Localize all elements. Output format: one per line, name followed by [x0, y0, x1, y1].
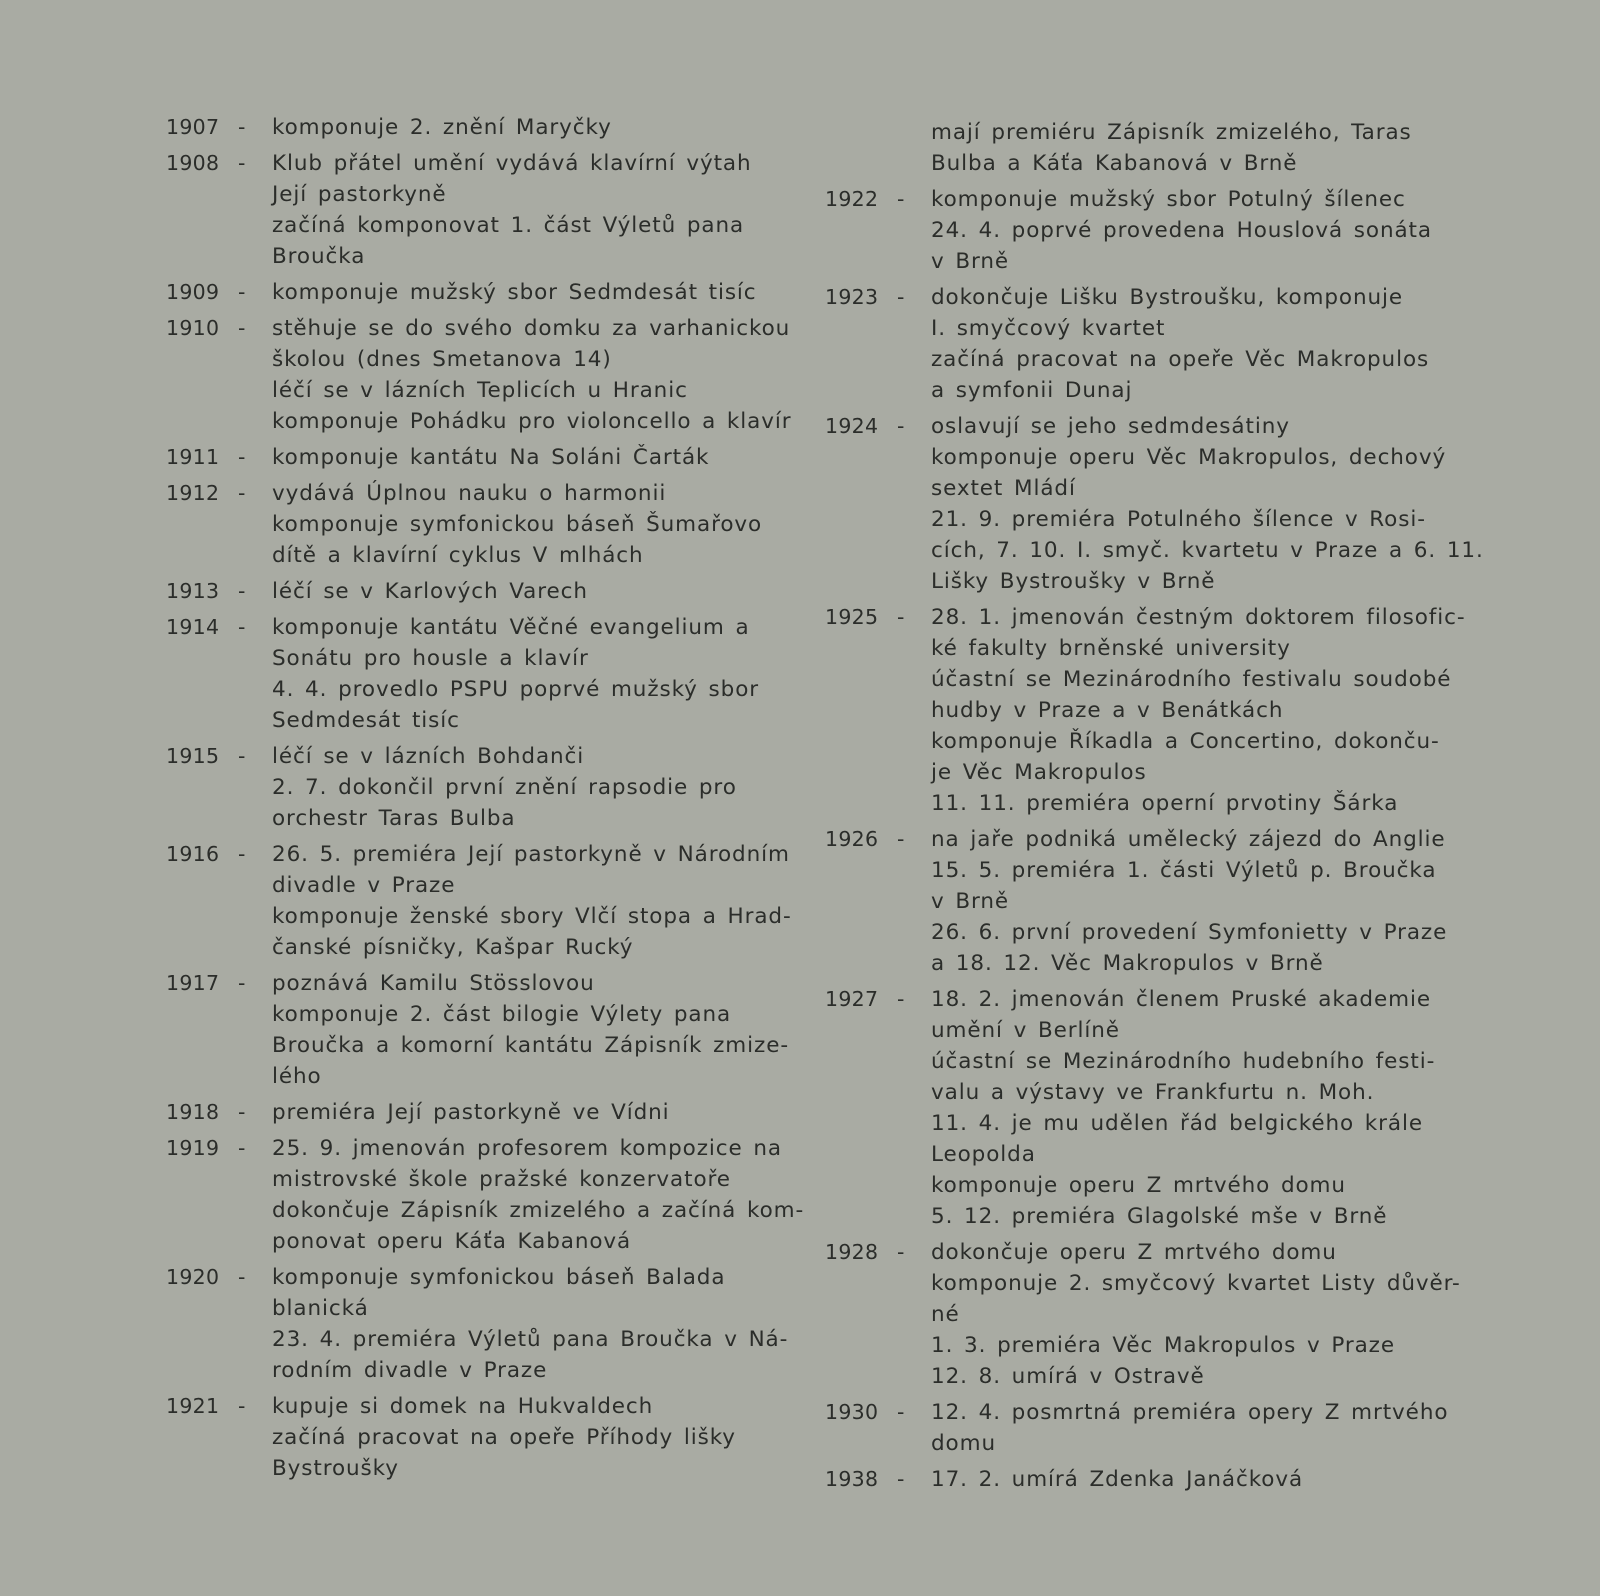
- entry-dash: -: [897, 1400, 905, 1424]
- entry-dash: -: [897, 827, 905, 851]
- entry-dash: -: [238, 481, 246, 505]
- timeline-entry: [825, 184, 1465, 277]
- entry-line: komponuje Pohádku pro violoncello a klavír: [272, 409, 792, 434]
- entry-text: [931, 1397, 1465, 1459]
- entry-line: sextet Mládí: [931, 476, 1076, 501]
- entry-year: 1930: [825, 1400, 879, 1424]
- entry-dash: -: [897, 414, 905, 438]
- entry-year: 1919: [166, 1136, 220, 1160]
- entry-year: 1914: [166, 615, 220, 639]
- timeline-entry: [825, 984, 1465, 1232]
- entry-year: 1926: [825, 827, 879, 851]
- entry-line: komponuje symfonickou báseň Šumařovo: [272, 512, 763, 537]
- entry-line: komponuje mužský sbor Potulný šílenec: [931, 187, 1406, 212]
- entry-year: 1922: [825, 187, 879, 211]
- entry-dash: -: [897, 987, 905, 1011]
- entry-dash: -: [238, 579, 246, 603]
- entry-dash: -: [238, 151, 246, 175]
- timeline-entry: [166, 313, 806, 437]
- entry-line: v Brně: [931, 249, 1010, 274]
- entry-line: komponuje mužský sbor Sedmdesát tisíc: [272, 280, 757, 305]
- entry-line: a 18. 12. Věc Makropulos v Brně: [931, 951, 1324, 976]
- timeline-entry: [166, 277, 806, 308]
- entry-line: I. smyčcový kvartet: [931, 316, 1166, 341]
- timeline-entry: [825, 411, 1484, 597]
- entry-line: a symfonii Dunaj: [931, 378, 1133, 403]
- entry-text: [931, 184, 1465, 277]
- entry-line: cích, 7. 10. I. smyč. kvartetu v Praze a 6. 11.: [931, 538, 1484, 563]
- timeline-entry: [825, 1237, 1465, 1392]
- left-timeline-column: [166, 112, 806, 1489]
- entry-year: 1909: [166, 280, 220, 304]
- entry-line: komponuje operu Z mrtvého domu: [931, 1173, 1346, 1198]
- timeline-entry: [166, 1097, 806, 1128]
- entry-year: 1923: [825, 285, 879, 309]
- entry-text: [272, 1133, 806, 1257]
- timeline-entry: [166, 839, 806, 963]
- entry-year: 1915: [166, 744, 220, 768]
- entry-line: ké fakulty brněnské university: [931, 636, 1291, 661]
- entry-dash: -: [238, 842, 246, 866]
- entry-line: začíná pracovat na opeře Věc Makropulos: [931, 347, 1430, 372]
- entry-year: 1912: [166, 481, 220, 505]
- entry-line: 1. 3. premiéra Věc Makropulos v Praze: [931, 1333, 1395, 1358]
- timeline-entry: [166, 612, 806, 736]
- entry-line: valu a výstavy ve Frankfurtu n. Moh.: [931, 1080, 1375, 1105]
- entry-line: školou (dnes Smetanova 14): [272, 347, 612, 372]
- entry-year: 1927: [825, 987, 879, 1011]
- entry-year: 1913: [166, 579, 220, 603]
- entry-line: komponuje 2. smyčcový kvartet Listy důvěr-: [931, 1271, 1461, 1296]
- entry-line: domu: [931, 1431, 996, 1456]
- entry-text: [931, 1237, 1465, 1392]
- entry-text: [272, 1097, 806, 1128]
- entry-line: komponuje operu Věc Makropulos, dechový: [931, 445, 1447, 470]
- entry-line: dokončuje Lišku Bystroušku, komponuje: [931, 285, 1404, 310]
- entry-line: začíná komponovat 1. část Výletů pana: [272, 213, 745, 238]
- entry-year: 1910: [166, 316, 220, 340]
- entry-line: 11. 4. je mu udělen řád belgického krále: [931, 1111, 1423, 1136]
- entry-year: 1928: [825, 1240, 879, 1264]
- entry-line: je Věc Makropulos: [931, 760, 1147, 785]
- entry-line: Lišky Bystroušky v Brně: [931, 569, 1216, 594]
- entry-line: 21. 9. premiéra Potulného šílence v Rosi-: [931, 507, 1426, 532]
- entry-text: [931, 282, 1465, 406]
- entry-line: rodním divadle v Praze: [272, 1358, 548, 1383]
- entry-dash: -: [238, 1394, 246, 1418]
- entry-line: 26. 6. první provedení Symfonietty v Praze: [931, 920, 1448, 945]
- entry-line: Leopolda: [931, 1142, 1036, 1167]
- entry-line: 12. 8. umírá v Ostravě: [931, 1364, 1205, 1389]
- entry-line: 17. 2. umírá Zdenka Janáčková: [931, 1467, 1304, 1492]
- entry-year: 1908: [166, 151, 220, 175]
- entry-dash: -: [897, 1240, 905, 1264]
- entry-line: premiéra Její pastorkyně ve Vídni: [272, 1100, 670, 1125]
- timeline-entry: [166, 741, 806, 834]
- entry-line: účastní se Mezinárodního festivalu soudobé: [931, 667, 1452, 692]
- entry-line: komponuje 2. znění Maryčky: [272, 115, 612, 140]
- entry-line: 28. 1. jmenován čestným doktorem filosofic-: [931, 605, 1466, 630]
- entry-line: komponuje ženské sbory Vlčí stopa a Hrad-: [272, 904, 792, 929]
- entry-dash: -: [897, 285, 905, 309]
- entry-line: divadle v Praze: [272, 873, 456, 898]
- entry-text: [272, 612, 806, 736]
- entry-dash: -: [238, 316, 246, 340]
- entry-line: 18. 2. jmenován členem Pruské akademie: [931, 987, 1431, 1012]
- entry-text: [272, 968, 806, 1092]
- timeline-entry: [166, 1133, 806, 1257]
- entry-line: 5. 12. premiéra Glagolské mše v Brně: [931, 1204, 1388, 1229]
- entry-line: Broučka: [272, 244, 366, 269]
- entry-line: oslavují se jeho sedmdesátiny: [931, 414, 1290, 439]
- entry-line: dokončuje operu Z mrtvého domu: [931, 1240, 1337, 1265]
- entry-text: [272, 1391, 806, 1484]
- entry-year: 1907: [166, 115, 220, 139]
- timeline-entry: [166, 148, 806, 272]
- entry-text: [272, 478, 806, 571]
- entry-dash: -: [238, 1100, 246, 1124]
- entry-line: Bystroušky: [272, 1456, 399, 1481]
- timeline-entry: [825, 602, 1465, 819]
- entry-year: 1911: [166, 445, 220, 469]
- entry-text: [931, 1464, 1465, 1495]
- entry-year: 1918: [166, 1100, 220, 1124]
- entry-text: [931, 824, 1465, 979]
- entry-text: [272, 313, 806, 437]
- entry-line: 12. 4. posmrtná premiéra opery Z mrtvého: [931, 1400, 1449, 1425]
- entry-line: mistrovské škole pražské konzervatoře: [272, 1167, 731, 1192]
- entry-line: kupuje si domek na Hukvaldech: [272, 1394, 654, 1419]
- timeline-entry: [166, 1262, 806, 1386]
- entry-dash: -: [238, 615, 246, 639]
- entry-text: [272, 277, 806, 308]
- entry-line: komponuje Říkadla a Concertino, dokonču-: [931, 729, 1440, 754]
- entry-text: [272, 741, 806, 834]
- entry-line: né: [931, 1302, 960, 1327]
- entry-line: 15. 5. premiéra 1. části Výletů p. Broučka: [931, 858, 1437, 883]
- entry-line: umění v Berlíně: [931, 1018, 1120, 1043]
- entry-dash: -: [238, 1136, 246, 1160]
- entry-year: 1916: [166, 842, 220, 866]
- entry-line: hudby v Praze a v Benátkách: [931, 698, 1284, 723]
- entry-text: [272, 148, 806, 272]
- entry-line: komponuje symfonickou báseň Balada: [272, 1265, 726, 1290]
- entry-year: 1925: [825, 605, 879, 629]
- entry-dash: -: [897, 605, 905, 629]
- entry-line: Sonátu pro housle a klavír: [272, 646, 589, 671]
- entry-line: stěhuje se do svého domku za varhanickou: [272, 316, 791, 341]
- entry-dash: -: [238, 280, 246, 304]
- timeline-entry: [166, 442, 806, 473]
- timeline-entry: [825, 117, 1465, 179]
- entry-dash: -: [238, 115, 246, 139]
- entry-line: Její pastorkyně: [272, 182, 447, 207]
- entry-year: 1924: [825, 414, 879, 438]
- timeline-entry: [825, 1464, 1465, 1495]
- entry-line: Klub přátel umění vydává klavírní výtah: [272, 151, 752, 176]
- entry-line: lého: [272, 1064, 322, 1089]
- timeline-entry: [166, 968, 806, 1092]
- entry-line: komponuje 2. část bilogie Výlety pana: [272, 1002, 732, 1027]
- entry-text: [272, 442, 806, 473]
- entry-year: 1938: [825, 1467, 879, 1491]
- entry-line: 11. 11. premiéra operní prvotiny Šárka: [931, 791, 1399, 816]
- entry-line: 24. 4. poprvé provedena Houslová sonáta: [931, 218, 1432, 243]
- entry-line: 2. 7. dokončil první znění rapsodie pro: [272, 775, 737, 800]
- timeline-entry: [825, 824, 1465, 979]
- entry-text: [931, 602, 1466, 819]
- entry-line: dítě a klavírní cyklus V mlhách: [272, 543, 644, 568]
- entry-text: [272, 112, 806, 143]
- entry-year: 1917: [166, 971, 220, 995]
- right-timeline-column: [825, 117, 1484, 1500]
- entry-line: léčí se v lázních Bohdanči: [272, 744, 585, 769]
- entry-line: začíná pracovat na opeře Příhody lišky: [272, 1425, 736, 1450]
- entry-line: 23. 4. premiéra Výletů pana Broučka v Ná-: [272, 1327, 789, 1352]
- entry-line: ponovat operu Káťa Kabanová: [272, 1229, 632, 1254]
- entry-line: Broučka a komorní kantátu Zápisník zmize-: [272, 1033, 789, 1058]
- timeline-entry: [825, 282, 1465, 406]
- entry-line: 25. 9. jmenován profesorem kompozice na: [272, 1136, 782, 1161]
- timeline-entry: [166, 478, 806, 571]
- entry-line: vydává Úplnou nauku o harmonii: [272, 481, 667, 506]
- entry-text: [931, 411, 1484, 597]
- entry-dash: -: [238, 744, 246, 768]
- entry-line: účastní se Mezinárodního hudebního festi-: [931, 1049, 1436, 1074]
- entry-dash: -: [238, 445, 246, 469]
- entry-dash: -: [238, 971, 246, 995]
- entry-line: léčí se v Karlových Varech: [272, 579, 588, 604]
- entry-line: Bulba a Káťa Kabanová v Brně: [931, 151, 1298, 176]
- entry-dash: -: [897, 1467, 905, 1491]
- entry-line: blanická: [272, 1296, 369, 1321]
- entry-text: [272, 576, 806, 607]
- entry-year: 1921: [166, 1394, 220, 1418]
- entry-line: dokončuje Zápisník zmizelého a začíná kom-: [272, 1198, 805, 1223]
- entry-line: v Brně: [931, 889, 1010, 914]
- entry-line: 4. 4. provedlo PSPU poprvé mužský sbor: [272, 677, 759, 702]
- entry-line: mají premiéru Zápisník zmizelého, Taras: [931, 120, 1412, 145]
- timeline-entry: [166, 112, 806, 143]
- entry-line: 26. 5. premiéra Její pastorkyně v Národním: [272, 842, 790, 867]
- entry-line: komponuje kantátu Na Soláni Čarták: [272, 445, 710, 470]
- timeline-entry: [825, 1397, 1465, 1459]
- timeline-entry: [166, 576, 806, 607]
- entry-line: orchestr Taras Bulba: [272, 806, 516, 831]
- entry-year: 1920: [166, 1265, 220, 1289]
- timeline-entry: [166, 1391, 806, 1484]
- entry-text: [931, 984, 1465, 1232]
- entry-text: [931, 117, 1465, 179]
- entry-line: čanské písničky, Kašpar Rucký: [272, 935, 634, 960]
- entry-line: poznává Kamilu Stösslovou: [272, 971, 595, 996]
- entry-dash: -: [238, 1265, 246, 1289]
- entry-line: léčí se v lázních Teplicích u Hranic: [272, 378, 688, 403]
- entry-line: na jaře podniká umělecký zájezd do Anglie: [931, 827, 1446, 852]
- entry-text: [272, 839, 806, 963]
- entry-line: Sedmdesát tisíc: [272, 708, 460, 733]
- entry-dash: -: [897, 187, 905, 211]
- entry-line: komponuje kantátu Věčné evangelium a: [272, 615, 750, 640]
- entry-text: [272, 1262, 806, 1386]
